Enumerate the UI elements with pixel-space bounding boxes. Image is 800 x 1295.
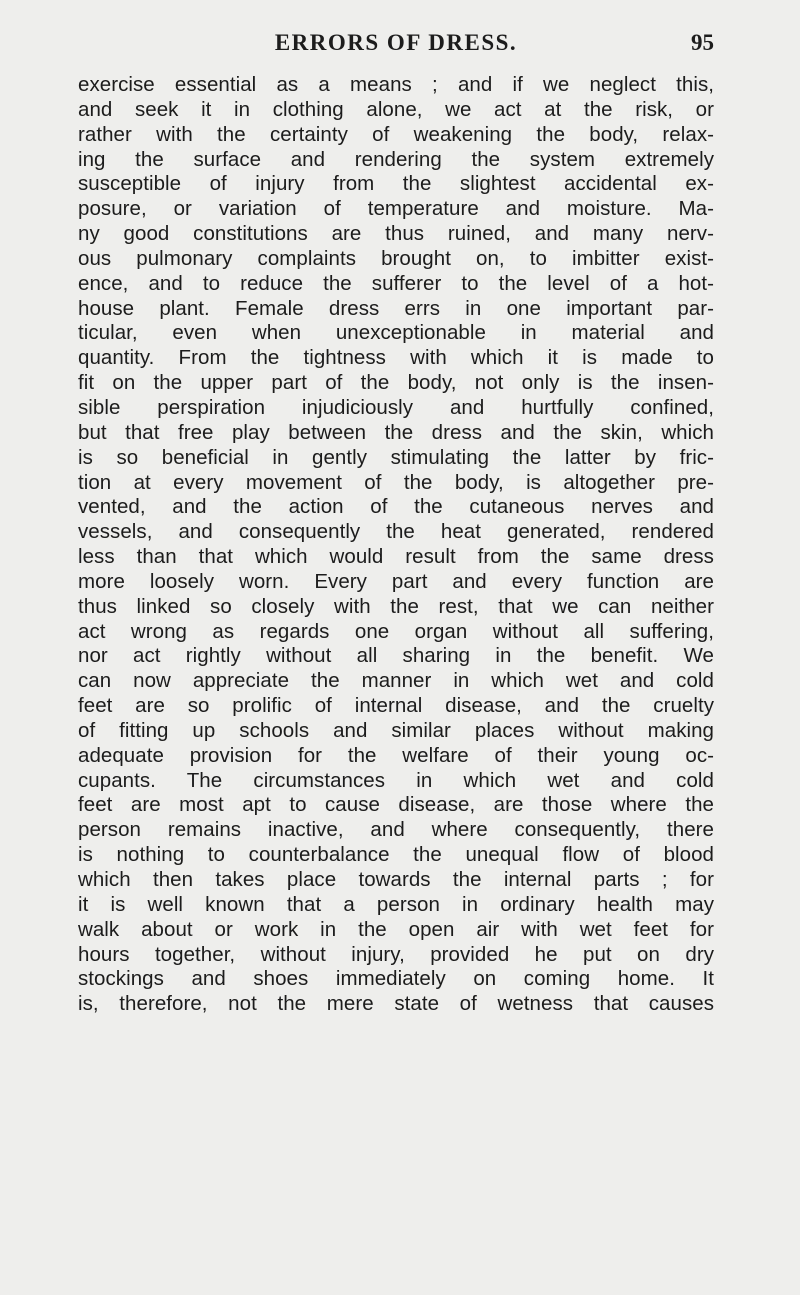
text-line: walk about or work in the open air with wet feet for xyxy=(78,917,714,941)
text-line: cupants. The circumstances in which wet and cold xyxy=(78,768,714,792)
text-line: ous pulmonary complaints brought on, to imbitter exist- xyxy=(78,246,714,270)
running-head xyxy=(78,30,714,60)
body-text xyxy=(78,73,714,1017)
text-line: is, therefore, not the mere state of wetness that causes xyxy=(78,992,714,1016)
text-line: can now appreciate the manner in which wet and cold xyxy=(78,669,714,693)
text-line: feet are so prolific of internal disease, and the cruelty xyxy=(78,694,714,718)
running-title: ERRORS OF DRESS. xyxy=(274,30,518,55)
text-line: adequate provision for the welfare of their young oc- xyxy=(78,743,714,767)
text-line: quantity. From the tightness with which it is made to xyxy=(78,346,714,370)
text-line: sible perspiration injudiciously and hurtfully confined, xyxy=(78,395,714,419)
text-line: ence, and to reduce the sufferer to the level of a hot- xyxy=(78,271,714,295)
text-line: it is well known that a person in ordinary health may xyxy=(78,892,714,916)
text-line: ny good constitutions are thus ruined, and many nerv- xyxy=(78,222,714,246)
text-line: rather with the certainty of weakening the body, relax- xyxy=(78,122,714,146)
text-line: less than that which would result from the same dress xyxy=(78,545,714,569)
text-line: exercise essential as a means ; and if we neglect this, xyxy=(78,73,714,96)
text-line: feet are most apt to cause disease, are those where the xyxy=(78,793,714,817)
text-line: vented, and the action of the cutaneous nerves and xyxy=(78,495,714,519)
text-line: vessels, and consequently the heat generated, rendered xyxy=(78,520,714,544)
text-line: of fitting up schools and similar places without making xyxy=(78,718,714,742)
text-line: person remains inactive, and where consequently, there xyxy=(78,818,714,842)
text-line: thus linked so closely with the rest, that we can neither xyxy=(78,594,714,618)
text-line: stockings and shoes immediately on coming home. It xyxy=(78,967,714,991)
text-line: which then takes place towards the internal parts ; for xyxy=(78,868,714,891)
text-line: posure, or variation of temperature and moisture. Ma- xyxy=(78,197,714,221)
text-line: but that free play between the dress and the skin, which xyxy=(78,420,714,444)
text-line: act wrong as regards one organ without all suffering, xyxy=(78,619,714,643)
text-line: hours together, without injury, provided he put on dry xyxy=(78,942,714,966)
text-line: nor act rightly without all sharing in the benefit. We xyxy=(78,644,714,668)
text-line: and seek it in clothing alone, we act at the risk, or xyxy=(78,97,714,121)
text-line: is so beneficial in gently stimulating the latter by fric- xyxy=(78,445,714,469)
text-line: fit on the upper part of the body, not only is the insen- xyxy=(78,371,714,395)
text-line: more loosely worn. Every part and every function are xyxy=(78,569,714,593)
text-line: house plant. Female dress errs in one important par- xyxy=(78,296,714,320)
text-line: ing the surface and rendering the system extremely xyxy=(78,147,714,171)
text-line: tion at every movement of the body, is altogether pre- xyxy=(78,470,714,494)
text-line: susceptible of injury from the slightest accidental ex- xyxy=(78,172,714,196)
text-line: is nothing to counterbalance the unequal flow of blood xyxy=(78,843,714,867)
page-number: 95 xyxy=(691,30,714,55)
text-line: ticular, even when unexceptionable in material and xyxy=(78,321,714,345)
